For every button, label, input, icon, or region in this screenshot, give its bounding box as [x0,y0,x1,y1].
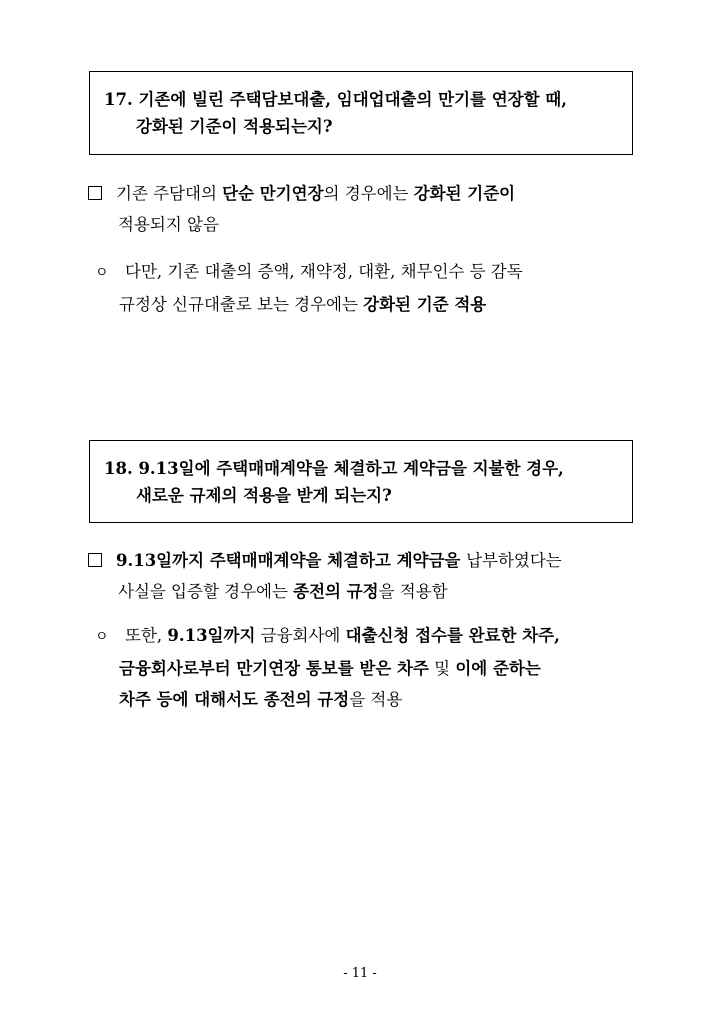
sub-answer-17-line2 [95,289,655,320]
sub-answer-17-text-b: 강화된 기준 적용 [363,295,487,314]
sub-answer-18-text-i: 종전의 규정 [263,690,350,709]
answer-17-text-c: 의 경우에는 [323,184,414,203]
sub-answer-18-text-h: 차주 등에 대해서도 [119,690,264,709]
answer-18-text-c: 사실을 입증할 경우에는 [118,582,294,601]
sub-answer-18-text-b: 9.13일까지 [167,626,256,645]
page-number: - 11 - [343,966,377,981]
question-18-line2: 새로운 규제의 적용을 받게 되는지? [136,486,392,505]
sub-answer-17 [95,256,655,320]
sub-answer-18-text-e: 금융회사로부터 만기연장 통보를 받은 차주 [119,659,429,678]
answer-17-text-a: 기존 주담대의 [116,184,223,203]
sub-answer-18-line3 [95,684,655,715]
answer-18-text-a: 9.13일까지 주택매매계약을 체결하고 계약금을 [116,551,467,570]
question-17-box [89,71,633,155]
sub-answer-18 [95,620,655,715]
answer-17-text-d: 강화된 기준이 [413,184,516,203]
sub-answer-18-text-c: 금융회사에 [255,626,346,645]
sub-answer-18-text-j: 을 적용 [349,690,403,709]
answer-17-line1 [88,178,648,209]
checkbox-square-icon [88,186,102,200]
question-17-line1: 17. 기존에 빌린 주택담보대출, 임대업대출의 만기를 연장할 때, [104,90,567,109]
question-18-box [89,440,633,523]
question-17-line2: 강화된 기준이 적용되는지? [136,117,333,136]
checkbox-square-icon [88,553,102,567]
answer-17-line2: 적용되지 않음 [118,215,219,234]
sub-answer-18-text-a: 또한, [125,626,168,645]
sub-answer-18-text-g: 이에 준하는 [455,659,541,678]
sub-answer-18-text-f: 및 [428,659,456,678]
answer-18-line2 [88,576,648,607]
sub-answer-18-line2 [95,653,655,684]
sub-answer-17-text: 다만, 기존 대출의 증액, 재약정, 대환, 채무인수 등 감독 [125,262,523,281]
answer-18-text-b: 납부하였다는 [466,551,562,570]
sub-answer-18-line1 [95,620,655,653]
circle-bullet-icon: ㅇ [95,629,109,645]
answer-18 [88,545,648,607]
answer-17 [88,178,648,240]
circle-bullet-icon: ㅇ [95,265,109,281]
answer-18-text-d: 종전의 규정 [293,582,379,601]
question-18-line1: 18. 9.13일에 주택매매계약을 체결하고 계약금을 지불한 경우, [104,459,564,478]
answer-17-text-b: 단순 만기연장 [222,184,324,203]
answer-18-line1 [88,545,648,576]
answer-18-text-e: 을 적용함 [378,582,448,601]
sub-answer-17-line1 [95,256,655,289]
sub-answer-18-text-d: 대출신청 접수를 완료한 차주, [345,626,560,645]
sub-answer-17-text-a: 규정상 신규대출로 보는 경우에는 [119,295,364,314]
